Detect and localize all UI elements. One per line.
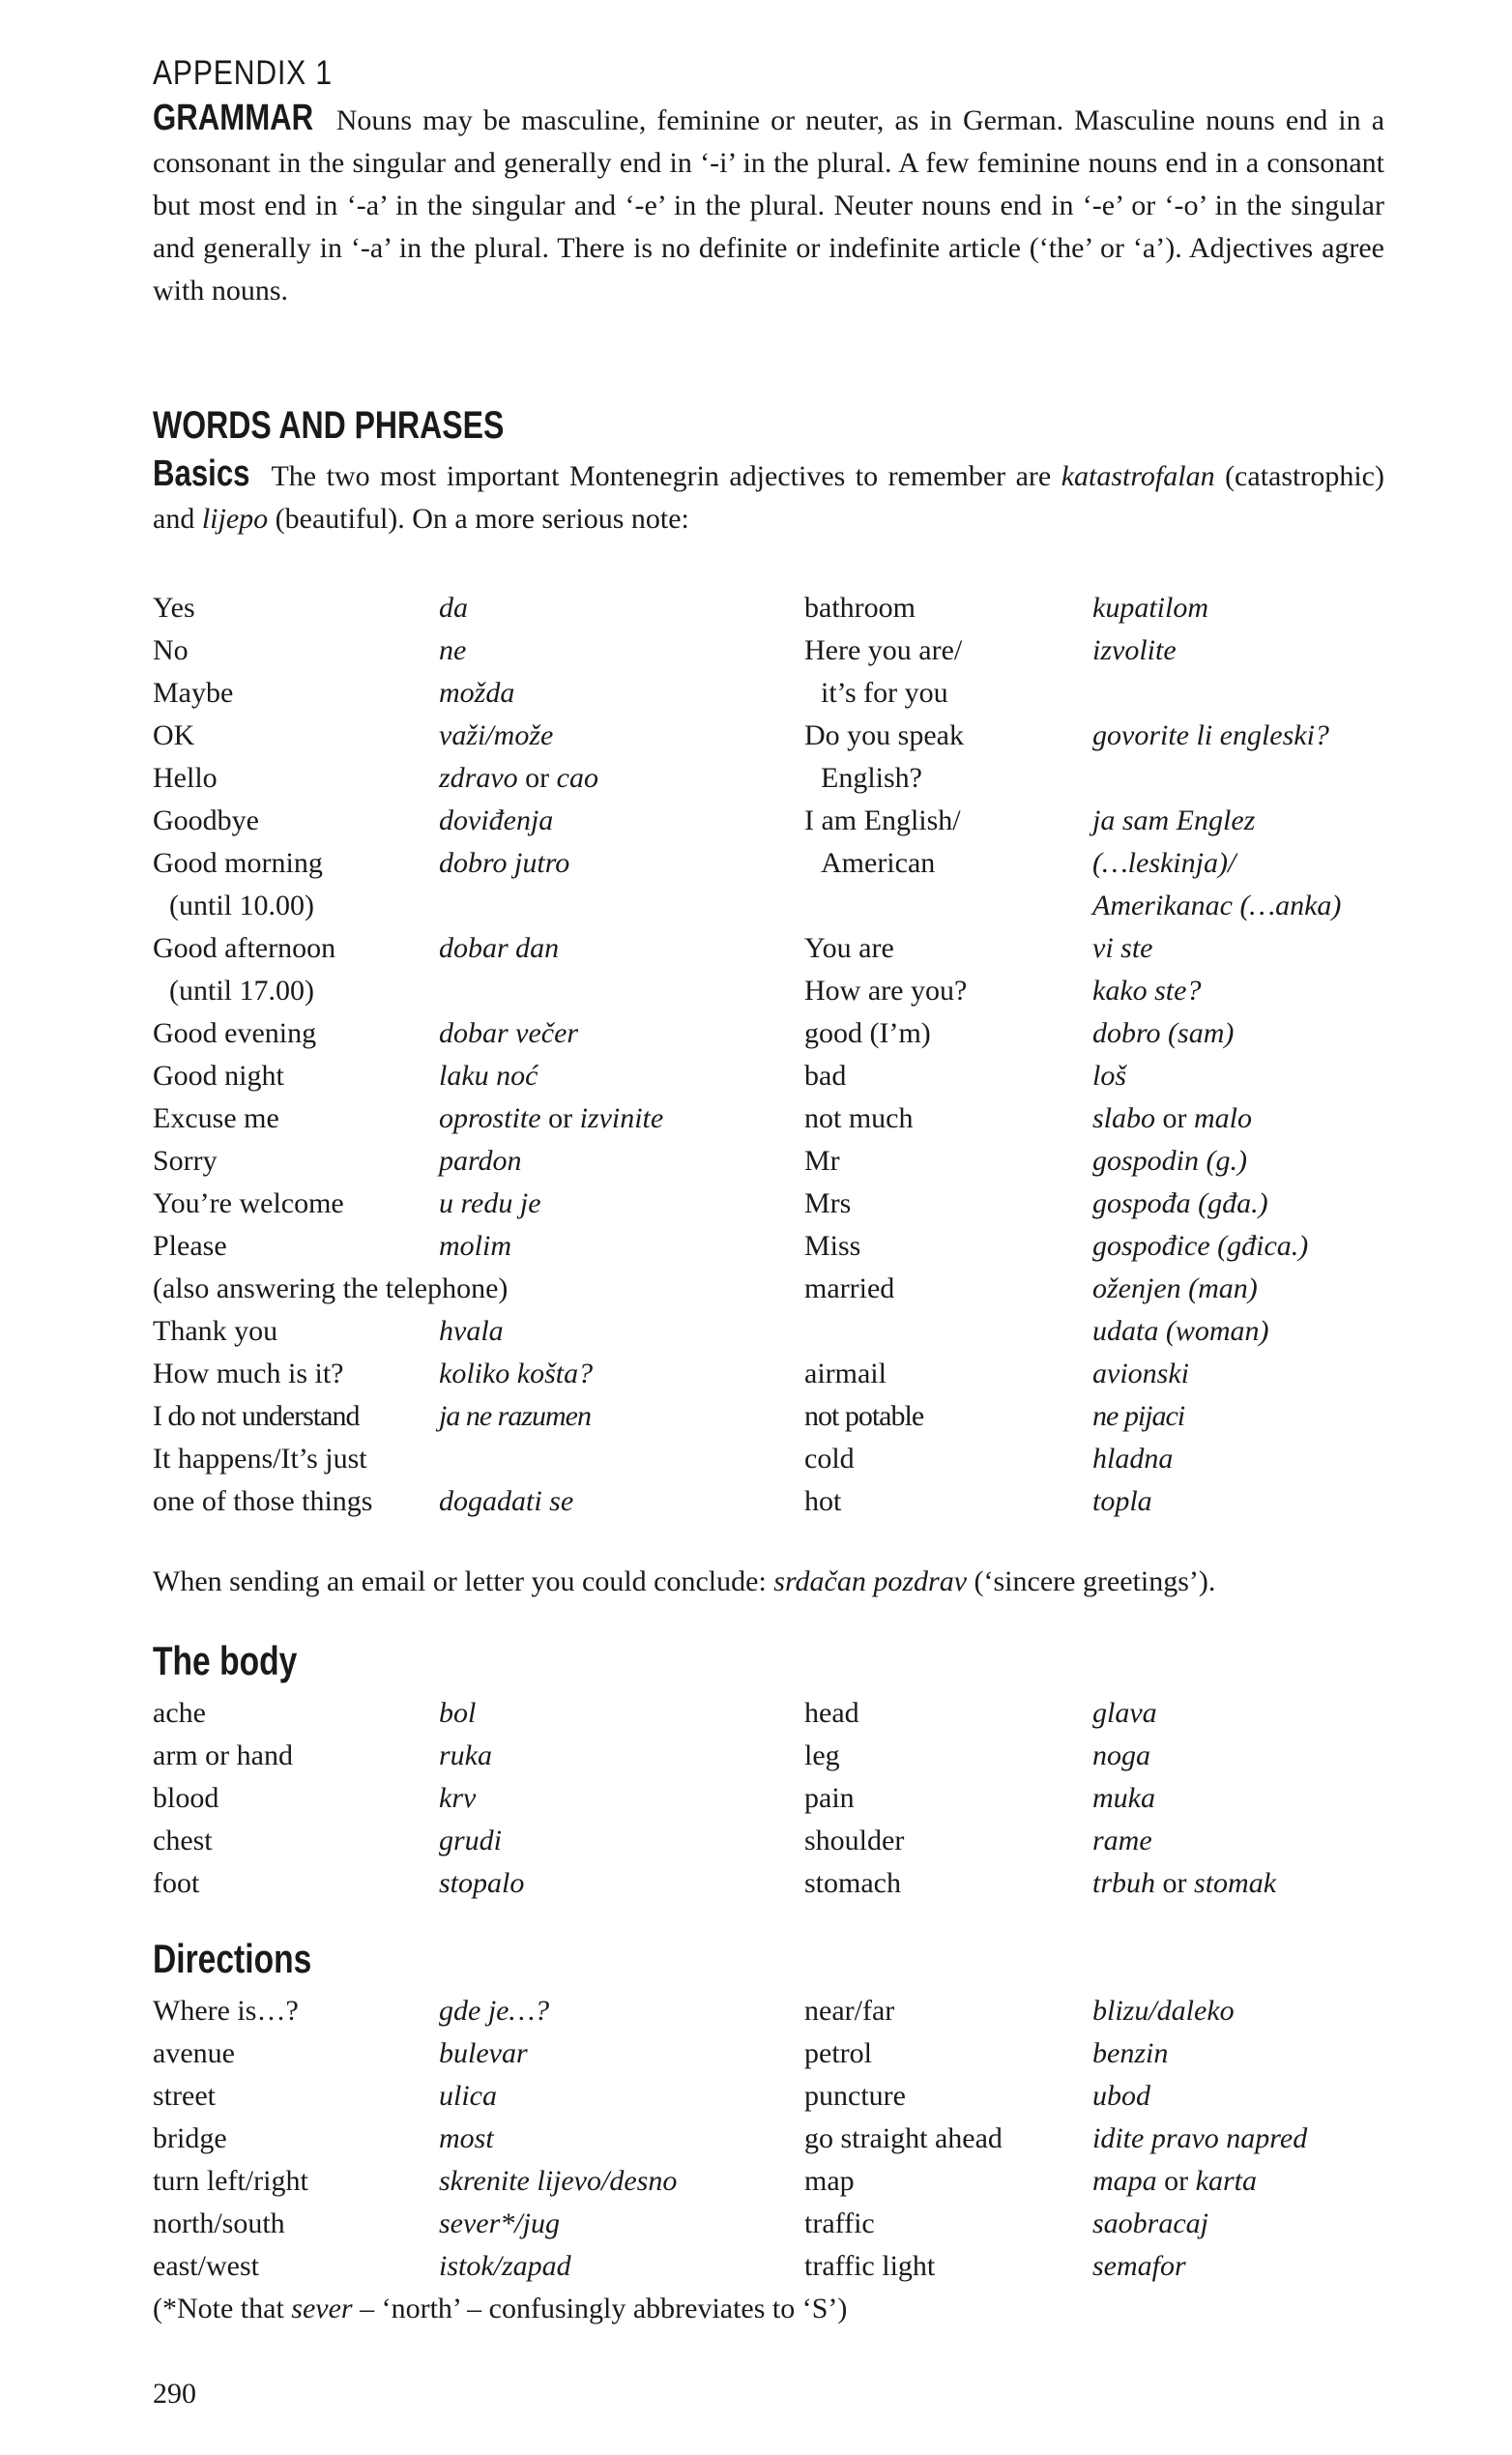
basics-intro-part3: (beautiful). On a more serious note: — [268, 503, 689, 535]
vocab-cell: Sorry — [153, 1145, 218, 1177]
vocab-cell: hladna — [1092, 1443, 1174, 1475]
vocab-cell: Mrs — [804, 1187, 852, 1219]
vocab-cell: blood — [153, 1782, 219, 1814]
vocab-cell: avionski — [1092, 1358, 1189, 1389]
book-page — [153, 0, 1384, 2455]
vocab-cell: stomach — [804, 1867, 901, 1899]
closing-word: srdačan pozdrav — [773, 1565, 968, 1597]
vocab-cell: (until 17.00) — [169, 975, 314, 1007]
basics-intro-part2: (catastrophic) and — [153, 460, 1384, 535]
directions-vocab-table — [153, 1990, 1384, 2288]
vocab-cell: sever*/jug — [439, 2207, 560, 2239]
vocab-cell: noga — [1092, 1739, 1150, 1771]
vocab-cell: bulevar — [439, 2037, 528, 2069]
basics-intro — [153, 453, 1384, 541]
directions-heading: Directions — [153, 1936, 312, 1981]
vocab-cell: arm or hand — [153, 1739, 293, 1771]
vocab-cell: not much — [804, 1102, 914, 1134]
vocab-cell: Where is…? — [153, 1995, 299, 2027]
vocab-cell: No — [153, 634, 189, 666]
directions-right-montenegrin-column — [1092, 1990, 1384, 2288]
vocab-cell — [1092, 757, 1384, 800]
body-right-english-column — [804, 1692, 1092, 1905]
vocab-cell: blizu/daleko — [1092, 1995, 1235, 2027]
vocab-cell: Please — [153, 1230, 227, 1262]
vocab-cell: (until 10.00) — [169, 890, 314, 921]
vocab-cell: bad — [804, 1060, 847, 1092]
vocab-cell: traffic — [804, 2207, 875, 2239]
directions-left-english-column — [153, 1990, 439, 2288]
vocab-cell: leg — [804, 1739, 840, 1771]
vocab-cell: topla — [1092, 1485, 1152, 1517]
vocab-cell: istok/zapad — [439, 2250, 571, 2282]
vocab-cell — [439, 885, 804, 927]
vocab-cell: loš — [1092, 1060, 1127, 1092]
vocab-cell: pardon — [439, 1145, 522, 1177]
vocab-cell: chest — [153, 1825, 213, 1856]
vocab-cell — [439, 1438, 804, 1480]
vocab-cell: benzin — [1092, 2037, 1169, 2069]
vocab-cell: ache — [153, 1697, 206, 1729]
vocab-cell: east/west — [153, 2250, 259, 2282]
vocab-cell: Do you speak — [804, 719, 964, 751]
vocab-cell: I do not understand — [153, 1400, 360, 1432]
grammar-paragraph — [153, 97, 1384, 312]
vocab-cell: oprostite or izvinite — [439, 1102, 664, 1134]
vocab-cell: dobro (sam) — [1092, 1017, 1235, 1049]
basics-intro-part1: The two most important Montenegrin adjectives to remember are — [271, 460, 1061, 492]
vocab-cell: one of those things — [153, 1485, 373, 1517]
directions-right-english-column — [804, 1990, 1092, 2288]
vocab-cell: dogadati se — [439, 1485, 574, 1517]
page-number: 290 — [153, 2378, 196, 2410]
vocab-cell: Mr — [804, 1145, 840, 1177]
body-left-montenegrin-column — [439, 1692, 804, 1905]
vocab-cell: Hello — [153, 762, 218, 794]
body-left-english-column — [153, 1692, 439, 1905]
vocab-cell: dobro jutro — [439, 847, 570, 879]
vocab-cell: zdravo or cao — [439, 762, 598, 794]
vocab-cell: u redu je — [439, 1187, 541, 1219]
vocab-cell — [1092, 672, 1384, 715]
vocab-cell: doviđenja — [439, 804, 554, 836]
vocab-cell: You are — [804, 932, 894, 964]
vocab-cell: ubod — [1092, 2080, 1150, 2112]
vocab-cell: kako ste? — [1092, 975, 1202, 1007]
words-and-phrases-heading: WORDS AND PHRASES — [153, 404, 505, 447]
vocab-cell: airmail — [804, 1358, 887, 1389]
vocab-cell: How much is it? — [153, 1358, 344, 1389]
vocab-cell: gde je…? — [439, 1995, 550, 2027]
basics-left-montenegrin-column — [439, 587, 804, 1523]
closing-note — [153, 1561, 1215, 1603]
vocab-cell: molim — [439, 1230, 511, 1262]
vocab-cell: ja ne razumen — [439, 1400, 591, 1432]
vocab-cell: koliko košta? — [439, 1358, 594, 1389]
body-right-montenegrin-column — [1092, 1692, 1384, 1905]
vocab-cell: go straight ahead — [804, 2122, 1003, 2154]
vocab-cell: Good evening — [153, 1017, 317, 1049]
vocab-cell: hvala — [439, 1315, 504, 1347]
vocab-cell: muka — [1092, 1782, 1155, 1814]
vocab-cell: semafor — [1092, 2250, 1186, 2282]
vocab-cell: cold — [804, 1443, 855, 1475]
vocab-cell: krv — [439, 1782, 477, 1814]
closing-part2: (‘sincere greetings’). — [967, 1565, 1216, 1597]
vocab-cell: da — [439, 592, 468, 624]
vocab-cell: most — [439, 2122, 494, 2154]
basics-right-montenegrin-column — [1092, 587, 1384, 1523]
vocab-cell: traffic light — [804, 2250, 936, 2282]
vocab-cell: Thank you — [153, 1315, 278, 1347]
vocab-cell: grudi — [439, 1825, 503, 1856]
vocab-cell: trbuh or stomak — [1092, 1867, 1277, 1899]
vocab-cell: gospođice (gđica.) — [1092, 1230, 1309, 1262]
vocab-cell: map — [804, 2165, 855, 2197]
vocab-cell: ulica — [439, 2080, 497, 2112]
grammar-text: Nouns may be masculine, feminine or neuter, as in German. Masculine nouns end in a consonant in the singular and generally end in ‘-i’ in the plural. A few feminine nouns end in a consonant but most end in ‘-a’ in the singular and ‘-e’ in the plural. Neuter nouns end in ‘-e’ or ‘-o’ in the singular and generally in ‘-a’ in the plural. There is no definite or indefinite article (‘the’ or ‘a’). Adjectives agree with nouns. — [153, 104, 1385, 307]
vocab-cell: kupatilom — [1092, 592, 1208, 624]
vocab-cell: Goodbye — [153, 804, 259, 836]
vocab-cell — [439, 970, 804, 1012]
vocab-cell: vi ste — [1092, 932, 1153, 964]
vocab-cell: udata (woman) — [1092, 1315, 1269, 1347]
vocab-cell: gospođa (gđa.) — [1092, 1187, 1268, 1219]
vocab-cell: foot — [153, 1867, 200, 1899]
vocab-cell: near/far — [804, 1995, 895, 2027]
vocab-cell: govorite li engleski? — [1092, 719, 1329, 751]
vocab-cell: hot — [804, 1485, 842, 1517]
vocab-cell: ne — [439, 634, 467, 666]
basics-intro-word2: lijepo — [201, 503, 269, 535]
vocab-cell: Here you are/ — [804, 634, 963, 666]
basics-heading: Basics — [153, 453, 250, 494]
vocab-cell: You’re welcome — [153, 1187, 344, 1219]
vocab-cell: gospodin (g.) — [1092, 1145, 1247, 1177]
directions-left-montenegrin-column — [439, 1990, 804, 2288]
vocab-cell: oženjen (man) — [1092, 1272, 1258, 1304]
vocab-cell: How are you? — [804, 975, 968, 1007]
vocab-cell: skrenite lijevo/desno — [439, 2165, 678, 2197]
vocab-cell: puncture — [804, 2080, 906, 2112]
vocab-cell — [439, 1268, 804, 1310]
vocab-cell: (…leskinja)/ — [1092, 847, 1236, 879]
vocab-cell: Yes — [153, 592, 195, 624]
vocab-cell: Maybe — [153, 677, 234, 709]
vocab-cell: ne pijaci — [1092, 1400, 1185, 1432]
vocab-cell: (also answering the telephone) — [153, 1272, 509, 1304]
vocab-cell: laku noć — [439, 1060, 538, 1092]
vocab-cell: važi/može — [439, 719, 554, 751]
vocab-cell: slabo or malo — [1092, 1102, 1253, 1134]
basics-vocab-table — [153, 587, 1384, 1523]
vocab-cell: not potable — [804, 1400, 924, 1432]
vocab-cell: bathroom — [804, 592, 916, 624]
vocab-cell: saobracaj — [1092, 2207, 1208, 2239]
vocab-cell: Good night — [153, 1060, 284, 1092]
note-word: sever — [291, 2293, 353, 2324]
vocab-cell: English? — [821, 762, 922, 794]
vocab-cell: izvolite — [1092, 634, 1177, 666]
vocab-cell: Good afternoon — [153, 932, 336, 964]
grammar-heading: GRAMMAR — [153, 98, 314, 138]
vocab-cell — [804, 885, 1092, 927]
basics-right-english-column — [804, 587, 1092, 1523]
directions-footnote — [153, 2288, 847, 2330]
note-part2: – ‘north’ – confusingly abbreviates to ‘S’) — [352, 2293, 848, 2324]
body-vocab-table — [153, 1692, 1384, 1905]
vocab-cell: dobar dan — [439, 932, 560, 964]
vocab-cell: OK — [153, 719, 195, 751]
vocab-cell: it’s for you — [821, 677, 948, 709]
vocab-cell: good (I’m) — [804, 1017, 931, 1049]
vocab-cell: married — [804, 1272, 895, 1304]
vocab-cell: bridge — [153, 2122, 227, 2154]
body-heading: The body — [153, 1638, 298, 1683]
vocab-cell: pain — [804, 1782, 855, 1814]
vocab-cell: Amerikanac (…anka) — [1092, 890, 1342, 921]
vocab-cell: glava — [1092, 1697, 1157, 1729]
vocab-cell: shoulder — [804, 1825, 905, 1856]
vocab-cell: idite pravo napred — [1092, 2122, 1308, 2154]
vocab-cell: Excuse me — [153, 1102, 279, 1134]
closing-part1: When sending an email or letter you could conclude: — [153, 1565, 774, 1597]
vocab-cell: bol — [439, 1697, 477, 1729]
vocab-cell: možda — [439, 677, 515, 709]
vocab-cell: mapa or karta — [1092, 2165, 1257, 2197]
vocab-cell — [804, 1310, 1092, 1353]
vocab-cell: Miss — [804, 1230, 861, 1262]
vocab-cell: dobar večer — [439, 1017, 579, 1049]
vocab-cell: American — [821, 847, 936, 879]
vocab-cell: It happens/It’s just — [153, 1443, 367, 1475]
vocab-cell: head — [804, 1697, 859, 1729]
vocab-cell: petrol — [804, 2037, 872, 2069]
vocab-cell: street — [153, 2080, 216, 2112]
vocab-cell: stopalo — [439, 1867, 525, 1899]
note-part1: (*Note that — [153, 2293, 292, 2324]
vocab-cell: I am English/ — [804, 804, 961, 836]
vocab-cell: Good morning — [153, 847, 323, 879]
basics-intro-word1: katastrofalan — [1061, 460, 1215, 492]
vocab-cell: ruka — [439, 1739, 492, 1771]
vocab-cell: turn left/right — [153, 2165, 308, 2197]
vocab-cell: north/south — [153, 2207, 285, 2239]
vocab-cell: rame — [1092, 1825, 1152, 1856]
vocab-cell: avenue — [153, 2037, 235, 2069]
running-header: APPENDIX 1 — [153, 54, 333, 92]
vocab-cell: ja sam Englez — [1092, 804, 1256, 836]
